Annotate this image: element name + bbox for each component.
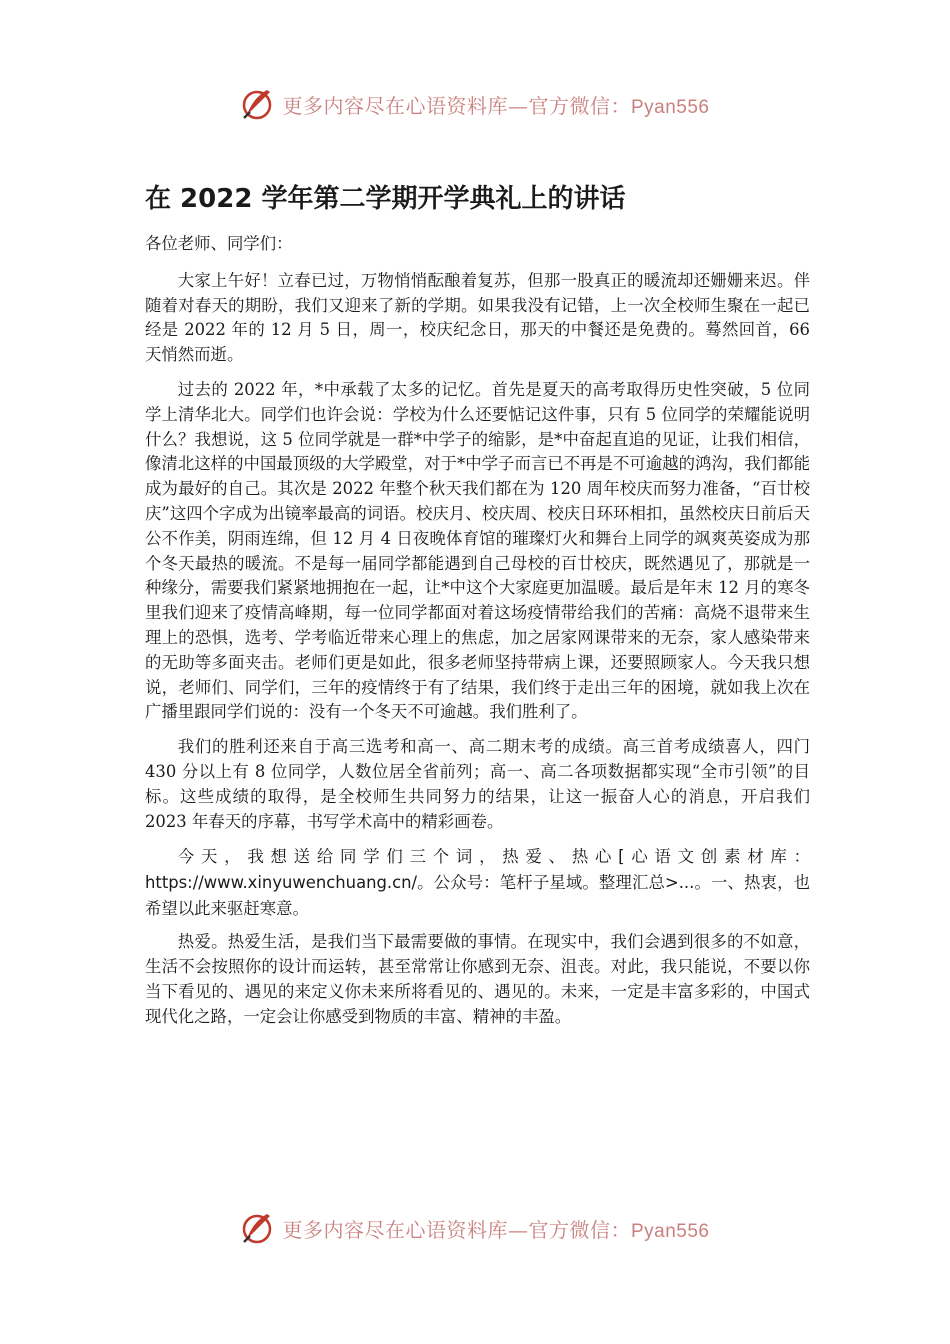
banner-main-text: 更多内容尽在心语资料库—官方微信：	[282, 93, 631, 118]
banner-text	[282, 1214, 709, 1243]
paragraph-1: 大家上午好！立春已过，万物悄悄酝酿着复苏，但那一股真正的暖流却还姗姗来迟。伴随着对春天的期盼，我们又迎来了新的学期。如果我没有记错，上一次全校师生聚在一起已经是 2022 年的 12 月 5 日，周一，校庆纪念日，那天的中餐还是免费的。蓦然回首，66 天悄然而逝。	[145, 270, 810, 365]
banner-text	[282, 90, 709, 119]
banner-main-text: 更多内容尽在心语资料库—官方微信：	[282, 1217, 631, 1242]
header-banner	[0, 86, 950, 122]
paragraph-3: 我们的胜利还来自于高三选考和高一、高二期末考的成绩。高三首考成绩喜人，四门 430 分以上有 8 位同学，人数位居全省前列；高一、高二各项数据都实现“全市引领”的目标。这些成绩的取得，是全校师生共同努力的结果，让这一振奋人心的消息，开启我们 2023 年春天的序幕，书写学术高中的精彩画卷。	[145, 737, 810, 831]
paragraph-4: 今天，我想送给同学们三个词，热爱、热心[心语文创素材库：https://www.xinyuwenchuang.cn/。公众号：笔杆子星域。整理汇总>...。一、热衷，也希望以此来驱赶寒意。	[145, 847, 810, 919]
paragraph-2: 过去的 2022 年，*中承载了太多的记忆。首先是夏天的高考取得历史性突破，5 位同学上清华北大。同学们也许会说：学校为什么还要惦记这件事，只有 5 位同学的荣耀能说明什么？我想说，这 5 位同学就是一群*中学子的缩影，是*中奋起直追的见证，让我们相信，像清北这样的中国最顶级的大学殿堂，对于*中学子而言已不再是不可逾越的鸿沟，我们都能成为最好的自己。其次是 2022 年整个秋天我们都在为 120 周年校庆而努力准备，“百廿校庆”这四个字成为出镜率最高的词语。校庆月、校庆周、校庆日环环相扣，虽然校庆日前后天公不作美，阴雨连绵，但 12 月 4 日夜晚体育馆的璀璨灯火和舞台上同学的飒爽英姿成为那个冬天最热的暖流。不是每一届同学都能遇到自己母校的百廿校庆，既然遇见了，那就是一种缘分，需要我们紧紧地拥抱在一起，让*中这个大家庭更加温暖。最后是年末 12 月的寒冬里我们迎来了疫情高峰期，每一位同学都面对着这场疫情带给我们的苦痛：高烧不退带来生理上的恐惧，选考、学考临近带来心理上的焦虑，加之居家网课带来的无奈，家人感染带来的无助等多面夹击。老师们更是如此，很多老师坚持带病上课，还要照顾家人。今天我只想说，老师们、同学们，三年的疫情终于有了结果，我们终于走出三年的困境，就如我上次在广播里跟同学们说的：没有一个冬天不可逾越。我们胜利了。	[145, 379, 810, 722]
document-title: 在 2022 学年第二学期开学典礼上的讲话	[145, 184, 626, 214]
banner-wechat-id: Pyan556	[630, 96, 710, 118]
quill-logo-icon	[240, 86, 276, 122]
footer-banner	[0, 1210, 950, 1246]
greeting: 各位老师、同学们：	[145, 234, 293, 253]
quill-logo-icon	[240, 1210, 276, 1246]
banner-wechat-id: Pyan556	[630, 1220, 710, 1242]
paragraph-5: 热爱。热爱生活，是我们当下最需要做的事情。在现实中，我们会遇到很多的不如意，生活不会按照你的设计而运转，甚至常常让你感到无奈、沮丧。对此，我只能说，不要以你当下看见的、遇见的来定义你未来所将看见的、遇见的。未来，一定是丰富多彩的，中国式现代化之路，一定会让你感受到物质的丰富、精神的丰盈。	[145, 932, 810, 1026]
document-body	[145, 232, 810, 1040]
